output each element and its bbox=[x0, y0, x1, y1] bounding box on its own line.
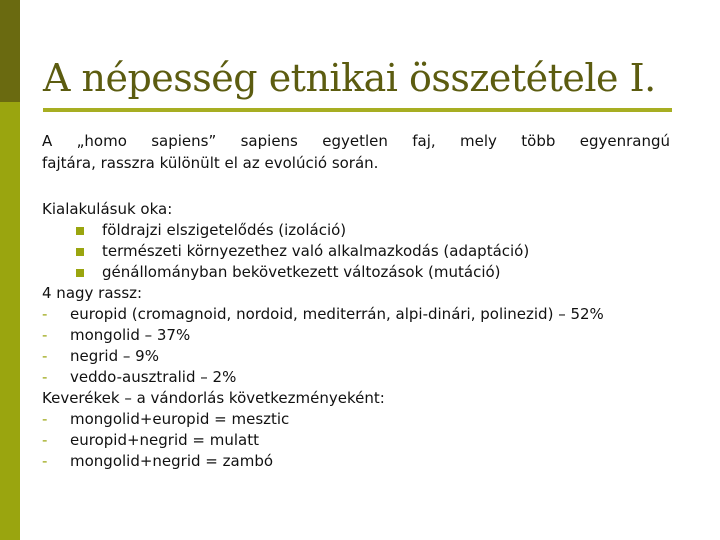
intro-line-1: A „homo sapiens” sapiens egyetlen faj, mely több egyenrangú bbox=[42, 132, 670, 150]
mix-text: mongolid+europid = mesztic bbox=[70, 410, 290, 428]
slide-body bbox=[42, 199, 682, 472]
dash-bullet: - bbox=[42, 326, 48, 344]
dash-bullet: - bbox=[42, 431, 48, 449]
square-bullet-icon bbox=[76, 227, 84, 235]
mix-text: mongolid+negrid = zambó bbox=[70, 452, 274, 470]
dash-bullet: - bbox=[42, 410, 48, 428]
mixes-heading: Keverékek – a vándorlás következményeként: bbox=[42, 389, 385, 407]
dash-bullet: - bbox=[42, 452, 48, 470]
left-accent-bar-top bbox=[0, 0, 20, 102]
causes-heading: Kialakulásuk oka: bbox=[42, 200, 173, 218]
list-item bbox=[42, 346, 682, 367]
race-text: mongolid – 37% bbox=[70, 326, 191, 344]
intro-line-2: fajtára, rasszra különült el az evolúció során. bbox=[42, 154, 379, 172]
list-item bbox=[42, 430, 682, 451]
race-text: negrid – 9% bbox=[70, 347, 159, 365]
square-bullet-icon bbox=[76, 269, 84, 277]
list-item bbox=[42, 220, 682, 241]
list-item bbox=[42, 325, 682, 346]
mix-text: europid+negrid = mulatt bbox=[70, 431, 259, 449]
dash-bullet: - bbox=[42, 305, 48, 323]
race-text: veddo-ausztralid – 2% bbox=[70, 368, 237, 386]
intro-paragraph bbox=[42, 130, 670, 174]
list-item bbox=[42, 262, 682, 283]
race-text: europid (cromagnoid, nordoid, mediterrán, alpi-dinári, polinezid) – 52% bbox=[70, 305, 604, 323]
cause-text: természeti környezethez való alkalmazkodás (adaptáció) bbox=[102, 242, 530, 260]
list-item bbox=[42, 304, 682, 325]
title-underline bbox=[43, 108, 672, 112]
list-item bbox=[42, 409, 682, 430]
dash-bullet: - bbox=[42, 368, 48, 386]
list-item bbox=[42, 241, 682, 262]
list-item bbox=[42, 451, 682, 472]
races-heading: 4 nagy rassz: bbox=[42, 284, 143, 302]
dash-bullet: - bbox=[42, 347, 48, 365]
list-item bbox=[42, 367, 682, 388]
square-bullet-icon bbox=[76, 248, 84, 256]
cause-text: földrajzi elszigetelődés (izoláció) bbox=[102, 221, 347, 239]
slide-title: A népesség etnikai összetétele I. bbox=[43, 56, 656, 100]
cause-text: génállományban bekövetkezett változások (mutáció) bbox=[102, 263, 501, 281]
